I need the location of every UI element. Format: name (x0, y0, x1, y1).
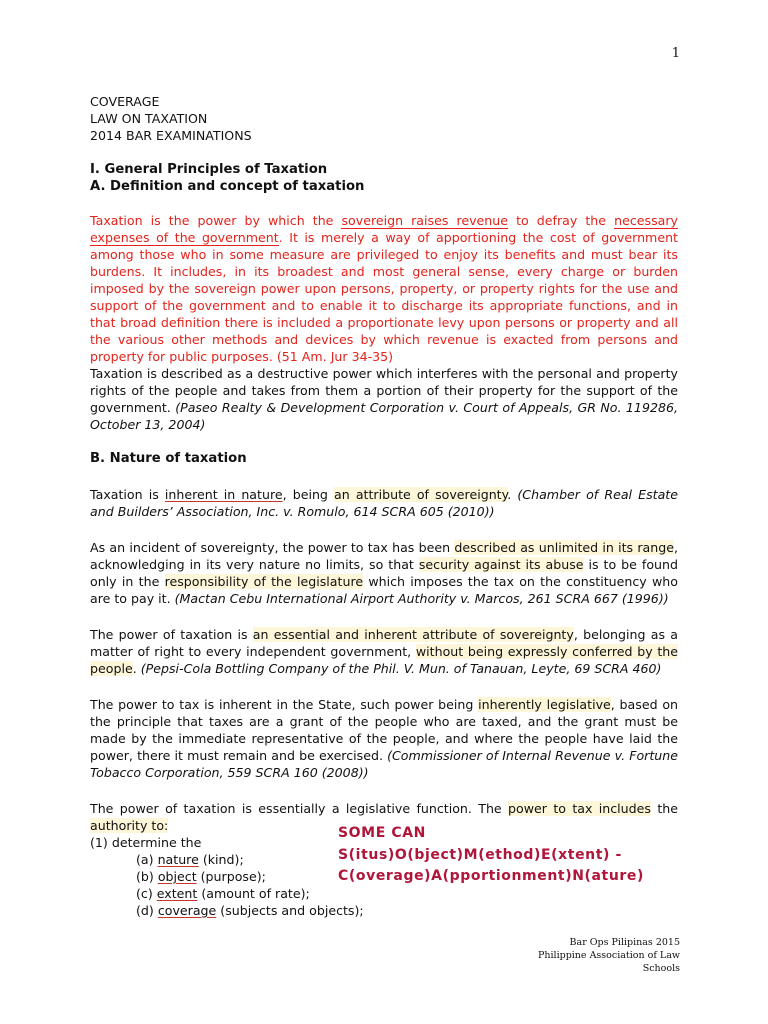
p1-citation: (Chamber of Real Estate and Builders’ Association, Inc. v. Romulo, 614 SCRA 605 (2010)) (90, 487, 678, 519)
footer-line-1: Bar Ops Pilipinas 2015 (569, 937, 680, 948)
mnemonic-line-3: C(overage)A(pportionment)N(ature) (338, 868, 645, 884)
def-text-3: . It is merely a way of apportioning the cost of government among those who in some measure are privileged to enjoy its benefits and must bear its burdens. It includes, in its broadest and most general sense, every charge or burden imposed by the sovereign power upon persons, property, or property rights for the use and support of the government and to enable it to discharge its appropriate functions, and in that broad definition there is included a proportionate levy upon persons or property and all the various other methods and devices by which revenue is exacted from persons and property for public purposes. (51 Am. Jur 34-35) (90, 230, 678, 364)
mnemonic-line-2: S(itus)O(bject)M(ethod)E(xtent) - (338, 846, 622, 863)
p1-text-1: Taxation is (90, 487, 165, 502)
nature-paragraph-4 (90, 696, 678, 781)
p2-highlight-3: responsibility of the legislature (164, 574, 364, 589)
list-b-prefix: (b) (136, 869, 158, 884)
title-bar-exams: 2014 BAR EXAMINATIONS (90, 128, 252, 143)
footer-line-2: Philippine Association of Law Schools (537, 950, 680, 974)
list-a-suffix: (kind); (198, 852, 244, 867)
nature-paragraph-1 (90, 486, 678, 520)
section-heading-a: A. Definition and concept of taxation (90, 179, 365, 194)
p5-text-1: The power of taxation is essentially a legislative function. The (90, 801, 509, 816)
def-underline-expenses: necessary expenses of the government (90, 213, 678, 245)
list-b-suffix: (purpose); (196, 869, 266, 884)
list-c-underline: extent (156, 886, 198, 901)
def-text-1: Taxation is the power by which the (90, 213, 342, 228)
p3-text-1: The power of taxation is (90, 627, 253, 642)
list-b-underline: object (157, 869, 197, 884)
mnemonic-box (338, 823, 644, 888)
def-underline-sovereign: sovereign raises revenue (341, 213, 509, 228)
p4-highlight-1: inherently legislative (478, 697, 611, 712)
p3-text-2: , belonging as a matter of right to every independent government, (90, 627, 679, 659)
page-number: 1 (671, 46, 680, 61)
p2-text-2: , acknowledging in its very nature no limits, so that (90, 540, 678, 572)
p2-highlight-1: described as unlimited in its range (454, 540, 674, 555)
p4-text-2: , based on the principle that taxes are a grant of the people who are taxed, and the grant must be made by the immediate representative of the people, and where the people have laid the power, there it must remain and be exercised. (90, 697, 679, 763)
destructive-power-paragraph (90, 365, 678, 433)
p2-citation: (Mactan Cebu International Airport Authority v. Marcos, 261 SCRA 667 (1996)) (174, 591, 669, 606)
p5-text-2: the (650, 801, 679, 816)
list-a-prefix: (a) (136, 852, 158, 867)
title-law-on-taxation: LAW ON TAXATION (90, 111, 208, 126)
p1-text-2: , being (282, 487, 335, 502)
definition-paragraph (90, 212, 678, 365)
nature-paragraph-3 (90, 626, 678, 677)
p4-citation: (Commissioner of Internal Revenue v. Fortune Tobacco Corporation, 559 SCRA 160 (2008)) (90, 748, 678, 780)
list-a-underline: nature (157, 852, 199, 867)
destructive-text: Taxation is described as a destructive power which interferes with the personal and property rights of the people and takes from them a portion of their property for the support of the government. (90, 366, 678, 415)
list-d-suffix: (subjects and objects); (216, 903, 364, 918)
list-item-extent (90, 885, 678, 902)
mnemonic-line-1: SOME CAN (338, 825, 426, 841)
p3-highlight-1: an essential and inherent attribute of sovereignty (252, 627, 574, 642)
page-footer (500, 936, 680, 975)
p3-highlight-2: without being expressly conferred by the people (90, 644, 678, 676)
p1-underline: inherent in nature (164, 487, 283, 502)
p2-text-4: which imposes the tax on the constituency who are to pay it. (90, 574, 678, 606)
p3-text-3: . (132, 661, 141, 676)
title-coverage: COVERAGE (90, 94, 160, 109)
p4-text-1: The power to tax is inherent in the State, such power being (90, 697, 479, 712)
p2-text-1: As an incident of sovereignty, the power to tax has been (90, 540, 455, 555)
list-item-coverage (90, 902, 678, 919)
p1-text-3: . (507, 487, 518, 502)
p2-text-3: is to be found only in the (90, 557, 678, 589)
p3-citation: (Pepsi-Cola Bottling Company of the Phil. V. Mun. of Tanauan, Leyte, 69 SCRA 460) (140, 661, 662, 676)
document-body (90, 93, 678, 919)
section-heading-i: I. General Principles of Taxation (90, 162, 328, 177)
list-d-underline: coverage (157, 903, 217, 918)
p5-highlight-1: power to tax includes (508, 801, 651, 816)
list-d-prefix: (d) (136, 903, 158, 918)
p1-highlight: an attribute of sovereignty (334, 487, 508, 502)
destructive-citation: (Paseo Realty & Development Corporation v. Court of Appeals, GR No. 119286, October 13, 2004) (90, 400, 679, 432)
section-heading-b: B. Nature of taxation (90, 451, 247, 466)
nature-paragraph-2 (90, 539, 678, 607)
list-c-prefix: (c) (136, 886, 157, 901)
p5-highlight-2: authority to: (90, 818, 169, 833)
def-text-2: to defray the (508, 213, 615, 228)
p2-highlight-2: security against its abuse (418, 557, 584, 572)
list-item-determine: (1) determine the (90, 835, 202, 850)
list-c-suffix: (amount of rate); (197, 886, 310, 901)
